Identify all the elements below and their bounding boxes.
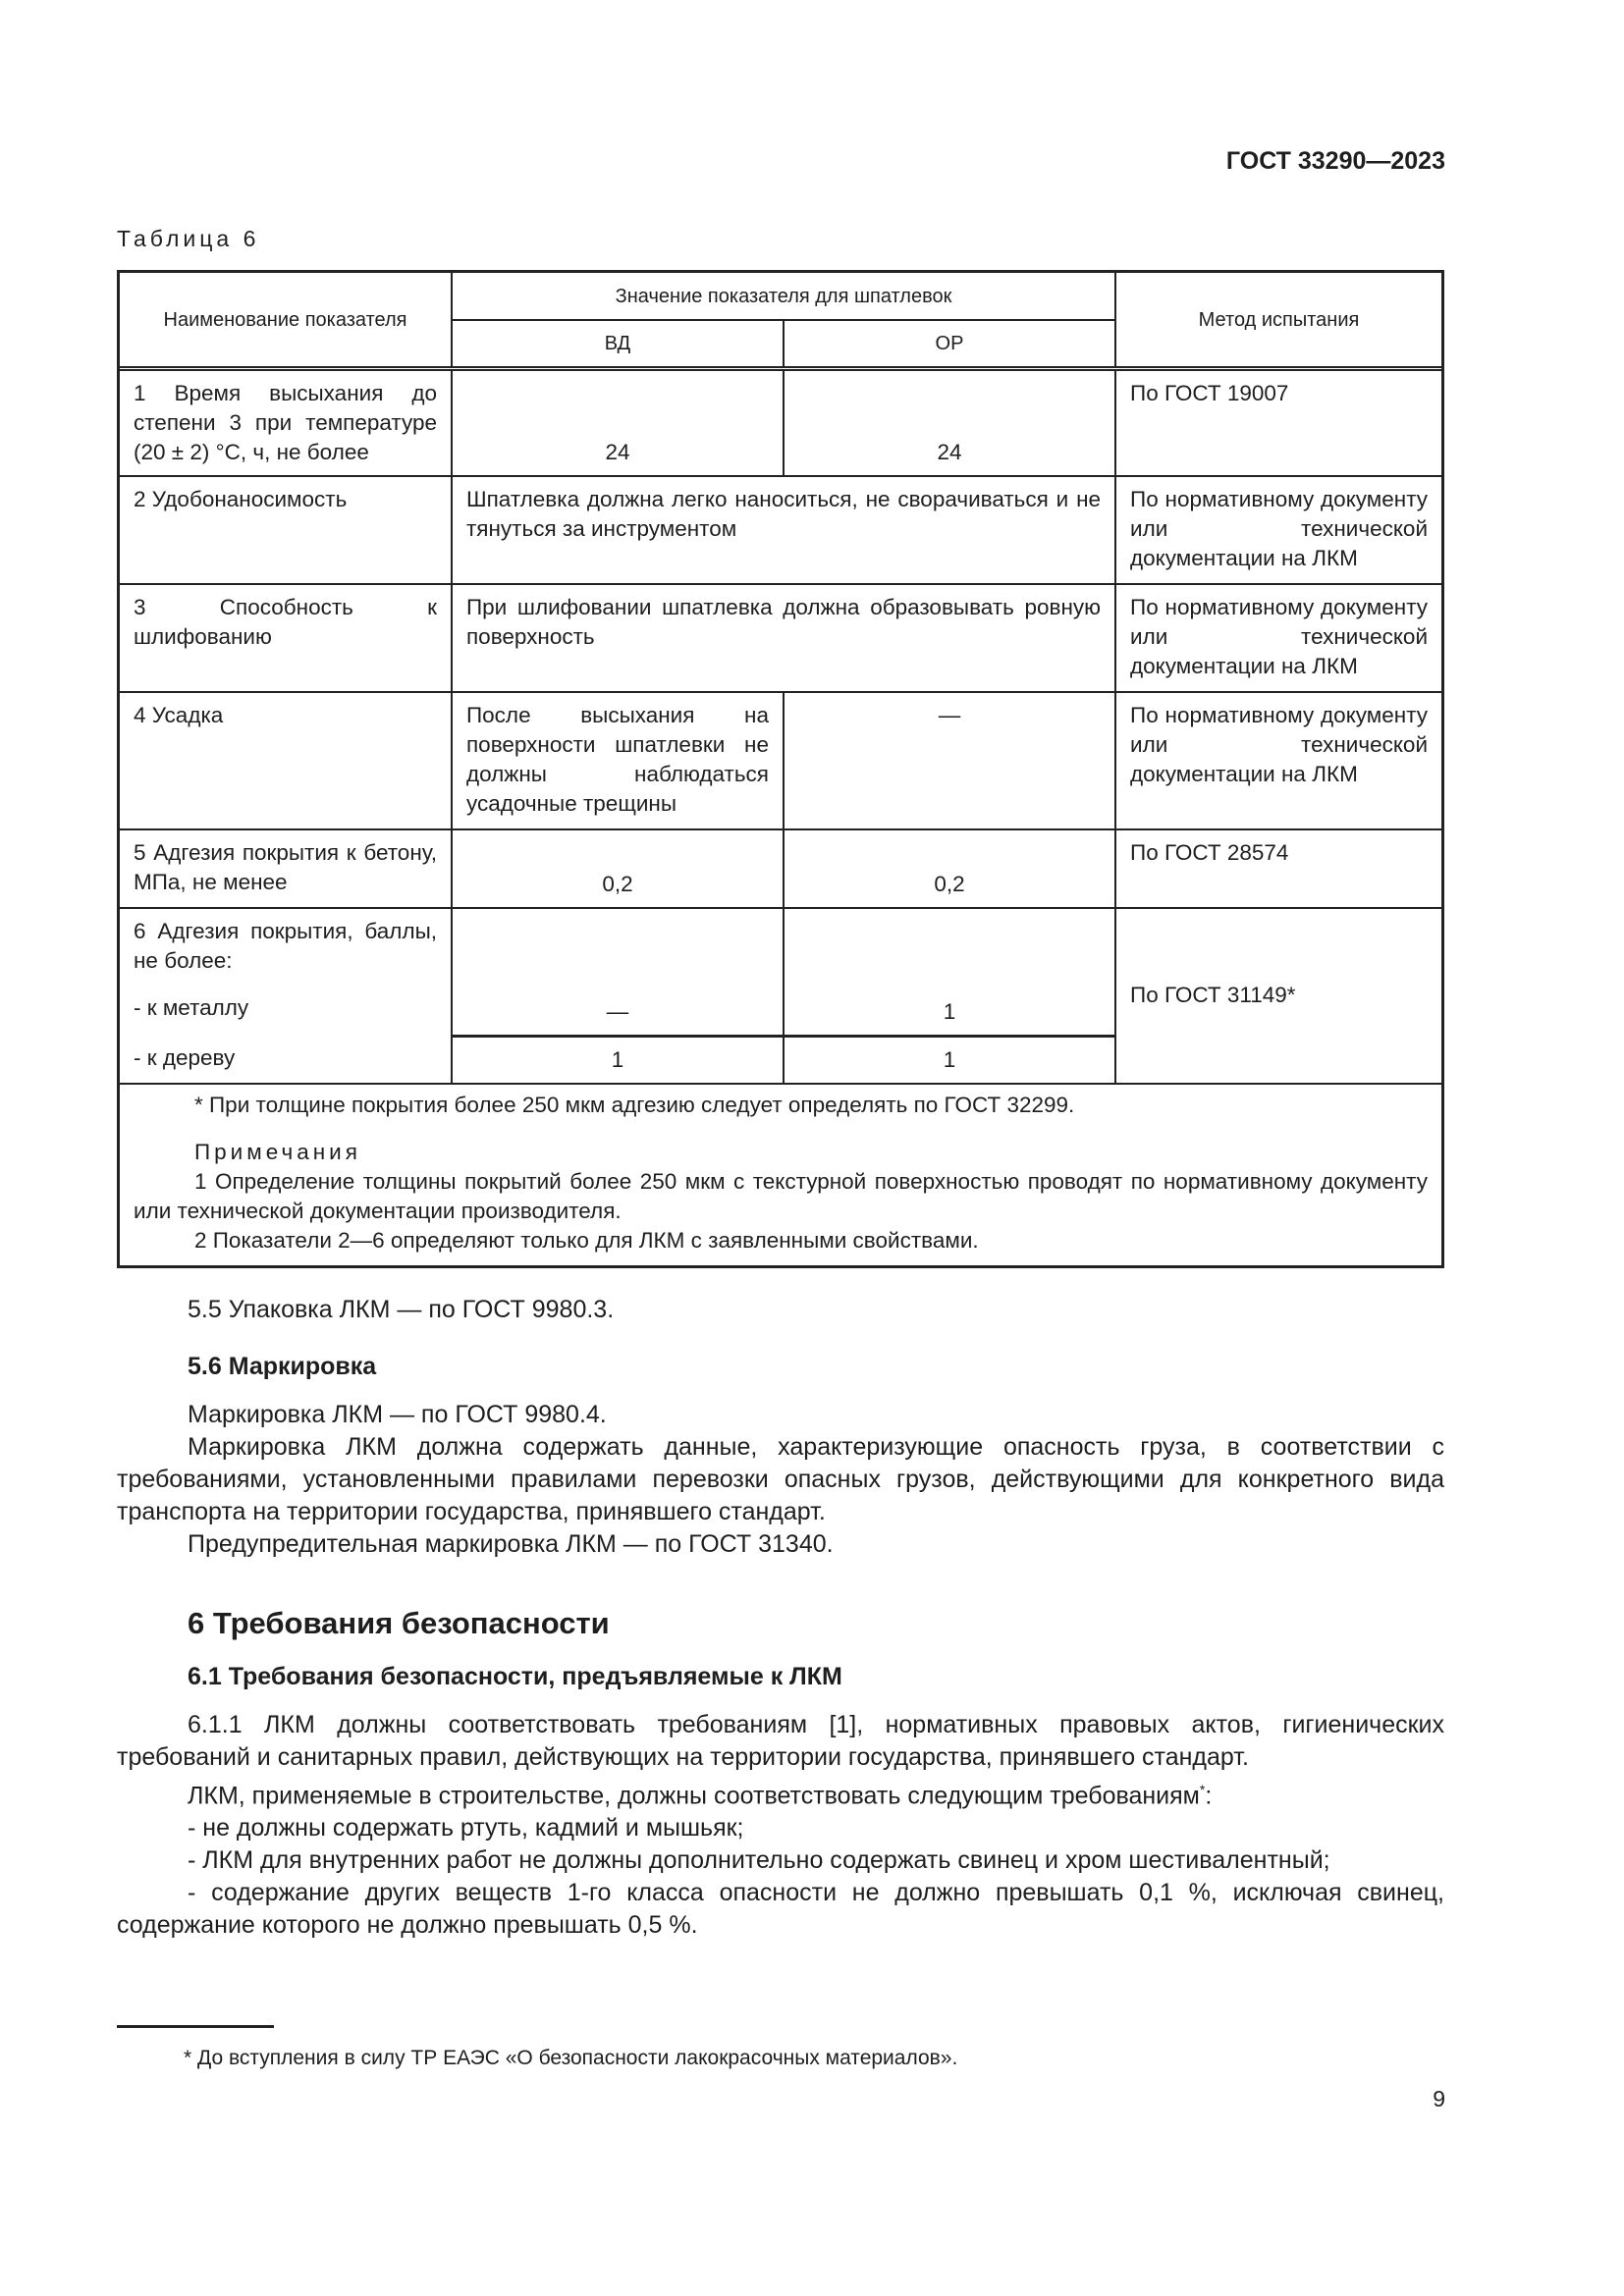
footnote-mark: *: [1199, 1782, 1206, 1797]
row-name: 2 Удобонаносимость: [120, 476, 452, 584]
row-vd: После высыхания на поверхности шпатлевки не должны наблюдаться усадочные трещины: [452, 692, 784, 829]
section-5-6: [117, 1351, 1444, 1561]
col-header-vd: ВД: [452, 320, 784, 369]
note-item: 2 Показатели 2—6 определяют только для ЛКМ с заявленными свойствами.: [194, 1227, 979, 1253]
col-header-value-group: Значение показателя для шпатлевок: [452, 273, 1115, 320]
page-number: 9: [1433, 2086, 1445, 2111]
row-merged-value: При шлифовании шпатлевка должна образовывать ровную поверхность: [452, 584, 1115, 692]
table-header-row: [120, 273, 1441, 320]
row-method: По нормативному документу или технической документации на ЛКМ: [1115, 584, 1441, 692]
paragraph: Предупредительная маркировка ЛКМ — по ГОСТ 31340.: [188, 1530, 834, 1558]
row-or: 0,2: [784, 829, 1115, 908]
row-or: 1: [784, 1036, 1115, 1084]
table-caption: Таблица 6: [117, 226, 260, 251]
row-method: По ГОСТ 28574: [1115, 829, 1441, 908]
row-method: По нормативному документу или технической документации на ЛКМ: [1115, 476, 1441, 584]
list-item: - содержание других веществ 1-го класса опасности не должно превышать 0,1 %, исключая свинец, содержание которого не должно превышать 0,5 %.: [117, 1879, 1444, 1940]
row-name: [120, 908, 452, 1036]
row-name: 4 Усадка: [120, 692, 452, 829]
row-merged-value: Шпатлевка должна легко наноситься, не сворачиваться и не тянуться за инструментом: [452, 476, 1115, 584]
row-vd: —: [452, 908, 784, 1036]
table-row: [120, 369, 1441, 477]
section-6-1-title: 6.1 Требования безопасности, предъявляемые к ЛКМ: [188, 1663, 842, 1690]
row-name: 1 Время высыхания до степени 3 при температуре (20 ± 2) °С, ч, не более: [120, 369, 452, 477]
table-row: [120, 908, 1441, 1036]
subrow-name: - к металлу: [134, 995, 249, 1020]
table-row: [120, 829, 1441, 908]
paragraph: Маркировка ЛКМ — по ГОСТ 9980.4.: [188, 1401, 607, 1428]
paragraph-text: ЛКМ, применяемые в строительстве, должны соответствовать следующим требованиям: [188, 1782, 1200, 1810]
table-6: [117, 270, 1444, 1268]
row-or: 24: [784, 369, 1115, 477]
section-5-5-text: 5.5 Упаковка ЛКМ — по ГОСТ 9980.3.: [188, 1296, 615, 1323]
section-6: [117, 1607, 1444, 1942]
col-header-or: ОР: [784, 320, 1115, 369]
row-vd: 24: [452, 369, 784, 477]
row-vd: 1: [452, 1036, 784, 1084]
document-code: ГОСТ 33290—2023: [1225, 147, 1445, 175]
row-name: 5 Адгезия покрытия к бетону, МПа, не менее: [120, 829, 452, 908]
paragraph-colon: :: [1205, 1782, 1213, 1810]
row-method: По ГОСТ 31149*: [1115, 908, 1441, 1084]
col-header-method: Метод испытания: [1115, 273, 1441, 369]
paragraph: 6.1.1 ЛКМ должны соответствовать требованиям [1], нормативных правовых актов, гигиенических требований и санитарных правил, действующих на территории государства, принявшего стандарт.: [117, 1711, 1444, 1771]
row-method: По ГОСТ 19007: [1115, 369, 1441, 477]
section-5-6-title: 5.6 Маркировка: [188, 1353, 377, 1380]
row-name-text: 6 Адгезия покрытия, баллы, не более:: [134, 919, 437, 973]
subrow-name: - к дереву: [120, 1036, 452, 1084]
row-name: 3 Способность к шлифованию: [120, 584, 452, 692]
row-or: —: [784, 692, 1115, 829]
table-row: [120, 692, 1441, 829]
row-method: По нормативному документу или технической документации на ЛКМ: [1115, 692, 1441, 829]
notes-title: Примечания: [194, 1139, 361, 1164]
table-row: [120, 476, 1441, 584]
table-notes: [120, 1085, 1441, 1265]
paragraph: Маркировка ЛКМ должна содержать данные, характеризующие опасность груза, в соответствии с требованиями, установленными правилами перевозки опасных грузов, действующими для конкретного вида транспорта на территории государства, принявшего стандарт.: [117, 1433, 1444, 1525]
paragraph: [117, 1774, 1444, 1812]
note-item: 1 Определение толщины покрытий более 250 мкм с текстурной поверхностью проводят по нормативному документу или технической документации производителя.: [134, 1168, 1428, 1223]
list-item: - не должны содержать ртуть, кадмий и мышьяк;: [188, 1814, 744, 1842]
row-vd: 0,2: [452, 829, 784, 908]
section-6-title: 6 Требования безопасности: [188, 1606, 610, 1640]
table-grid: [120, 273, 1441, 1085]
footnote-divider: [117, 2025, 274, 2028]
table-footnote: * При толщине покрытия более 250 мкм адгезию следует определять по ГОСТ 32299.: [194, 1092, 1075, 1117]
section-5-5: [117, 1294, 1444, 1326]
col-header-name: Наименование показателя: [120, 273, 452, 369]
list-item: - ЛКМ для внутренних работ не должны дополнительно содержать свинец и хром шестивалентный;: [188, 1846, 1330, 1875]
row-or: 1: [784, 908, 1115, 1036]
table-row: [120, 584, 1441, 692]
page-footnote: * До вступления в силу ТР ЕАЭС «О безопасности лакокрасочных материалов».: [184, 2047, 958, 2069]
